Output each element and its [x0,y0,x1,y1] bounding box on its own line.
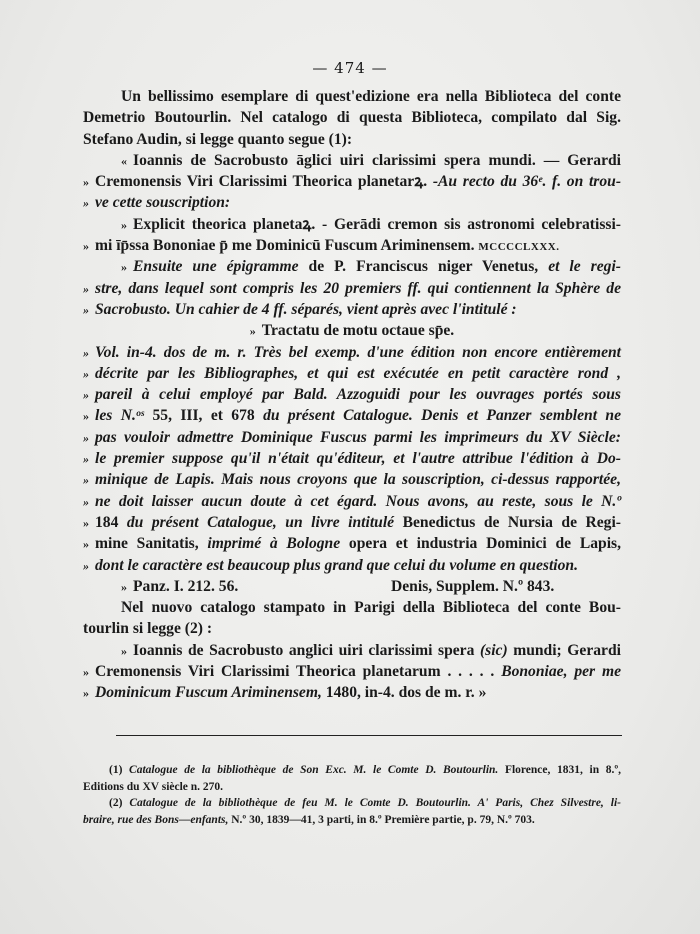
quote-line: » 184 du présent Catalogue, un livre intitulé Benedictus de Nursia de Regi- [83,513,621,531]
quote-line: » pareil à celui employé par Bald. Azzoguidi pour les ouvrages portés sous [83,386,621,404]
footnote-1-cont: Editions du XV siècle n. 270. [83,780,224,793]
quote-line: » Sacrobusto. Un cahier de 4 ff. séparés, vient après avec l'intitulé : [83,300,517,318]
text-line: Un bellissimo esemplare di quest'edizione era nella Biblioteca del conte [121,88,621,105]
quote-line: » pas vouloir admettre Dominique Fuscus parmi les imprimeurs du XV Siècle: [83,428,621,446]
footnote-2: (2) Catalogue de la bibliothèque de feu M. le Comte D. Boutourlin. A' Paris, Chez Silvestre, li- [109,797,621,809]
quote-line: » Explicit theorica planetaꝝ. - Gerādi cremon sis astronomi celebratissi- [121,215,621,233]
quote-line: » Ioannis de Sacrobusto anglici uiri clarissimi spera (sic) mundi; Gerardi [121,641,621,659]
quote-line: » le premier suppose qu'il n'était qu'éditeur, et l'autre attribue l'édition à Do- [83,450,621,468]
quote-line: » minique de Lapis. Mais nous croyons que la souscription, ci-dessus rapportée, [83,471,621,489]
quote-line: » Vol. in-4. dos de m. r. Très bel exemp. d'une édition non encore entièrement [83,343,621,361]
main-text [83,86,621,704]
text-line: Demetrio Boutourlin. Nel catalogo di questa Biblioteca, compilato dal Sig. [83,109,621,127]
quote-line: » mine Sanitatis, imprimé à Bologne opera et industria Dominici de Lapis, [83,535,621,553]
footnote-1: (1) Catalogue de la bibliothèque de Son Exc. M. le Comte D. Boutourlin. Florence, 1831, in 8.º, [109,764,622,776]
quote-line: « Ioannis de Sacrobusto āglici uiri clarissimi spera mundi. — Gerardi [121,151,621,169]
quote-line: » Ensuite une épigramme de P. Franciscus niger Venetus, et le regi- [121,258,621,276]
quote-line: » mi īp̄ssa Bononiae p̄ me Dominicū Fuscum Ariminensem. MCCCCLXXX. [83,237,560,255]
footnotes [83,762,621,828]
quote-line: » stre, dans lequel sont compris les 20 premiers ff. qui contiennent la Sphère de [83,279,621,297]
text-line: tourlin si legge (2) : [83,620,213,638]
quote-line: » Cremonensis Viri Clarissimi Theorica planetarꝝ. -Au recto du 36ᵉ. f. on trou- [83,173,622,191]
quote-line: » décrite par les Bibliographes, et qui est exécutée en petit caractère rond , [83,364,621,382]
quote-line: » Dominicum Fuscum Ariminensem, 1480, in-4. dos de m. r. » [83,684,487,702]
quote-line: » dont le caractère est beaucoup plus grand que celui du volume en question. [83,556,578,574]
reference-line: » Panz. I. 212. 56. Denis, Supplem. N.º 843. [121,577,555,595]
footnote-2-cont: braire, rue des Bons—enfants, N.º 30, 1839—41, 3 parti, in 8.º Première partie, p. 79, N.º 703. [83,813,535,826]
quote-line: » ve cette souscription: [83,194,231,212]
text-line: Nel nuovo catalogo stampato in Parigi della Biblioteca del conte Bou- [121,599,621,617]
title-line: » Tractatu de motu octaue sp̄e. [249,322,455,340]
quote-line: » Cremonensis Viri Clarissimi Theorica planetarum . . . . . Bononiae, per me [83,663,622,681]
quote-line: » les N.ᵒˢ 55, III, et 678 du présent Catalogue. Denis et Panzer semblent ne [83,407,621,425]
quote-line: » ne doit laisser aucun doute à cet égard. Nous avons, au reste, sous le N.º [83,492,621,510]
page-number: — 474 — [312,59,388,77]
text-line: Stefano Audin, si legge quanto segue (1): [83,130,353,148]
footnote-separator [116,735,622,736]
